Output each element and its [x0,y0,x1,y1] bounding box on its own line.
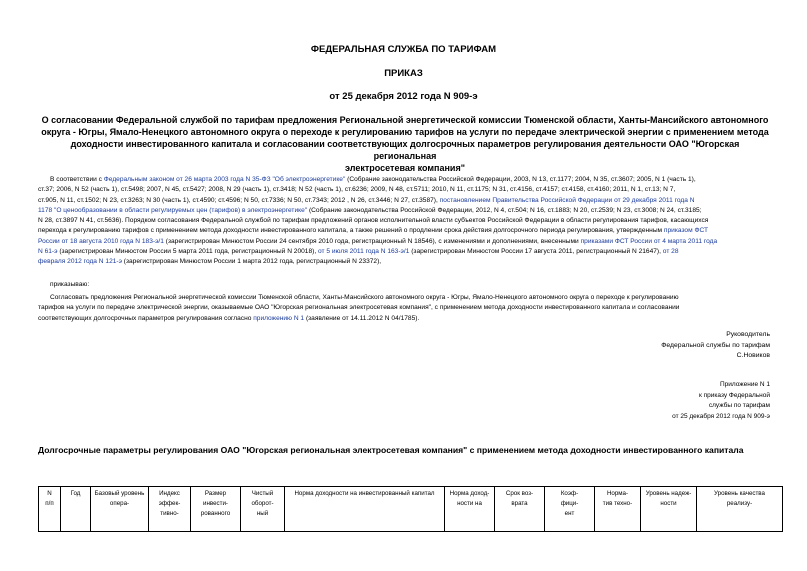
document-link[interactable]: приказами ФСТ России от 4 марта 2011 года [580,237,718,245]
text-line [38,247,770,257]
order-paragraph [38,293,770,324]
column-header-text: опера- [109,500,130,507]
appendix-number: Приложение N 1 [719,381,770,388]
text-run: В соответствии с [50,176,104,183]
text-run: (Собрание законодательства Российской Федерации, 2003, N 13, ст.1177; 2004, N 35, ст.3607; 2005, N 1 (часть 1), [345,176,696,183]
text-run: (зарегистрирован Минюстом России 1 марта 2012 года, регистрационный N 23372), [121,258,382,266]
table-header-row [39,487,783,532]
text-line [38,175,770,185]
text-line [38,185,770,195]
signature-name: С.Новиков [736,352,770,359]
column-header-text: реализу- [726,500,753,507]
column-header-text: ности на [457,500,482,507]
document-link[interactable]: от 28 [662,248,679,256]
text-run: (зарегистрирован Минюстом России 17 августа 2011, регистрационный N 21647), [409,248,663,256]
order-title [40,114,770,174]
document-link[interactable]: Федеральным законом от 26 марта 2003 года N 35-ФЗ "Об электроэнергетике" [103,176,346,183]
text-line [38,226,770,236]
text-run: (зарегистрирован Минюстом России 24 сентября 2010 года, регистрационный N 18546), с изменениями и дополнениями, внесенными [163,237,581,245]
title-line: доходности инвестированного капитала и согласовании соответствующих долгосрочных параметров регулирования деятельности ОАО "Югорская региональная [70,139,740,161]
text-run: тарифов на услуги по передаче электрической энергии, оказываемые ОАО "Югорская региональная электросетевая компания", с применением метода доходности инвестированного капитала и согласовании [38,304,680,312]
document-link[interactable]: постановлением Правительства Российской Федерации от 29 декабря 2011 года N [439,196,695,204]
column-header-text: Индекс [159,490,180,497]
text-line [38,216,770,226]
column-header-text: Срок воз- [505,490,534,497]
appendix-date: от 25 декабря 2012 года N 909-э [672,412,770,420]
appendix-agency: службы по тарифам [708,402,770,409]
table-column-header [495,487,545,532]
text-run: Согласовать предложения Региональной энергетической комиссии Тюменской области, Ханты-Мансийского автономного округа - Югры, Ямало-Ненецкого автономного округа о переходе к регулированию [50,294,679,301]
text-line [38,196,770,206]
text-line [38,237,770,247]
table-column-header [595,487,641,532]
table-column-header [445,487,495,532]
column-header-text: Год [70,490,81,497]
text-run: (заявление от 14.11.2012 N 04/1785). [304,314,420,322]
text-run: ст.37; 2006, N 52 (часть 1), ст.5498; 2007, N 45, ст.5427; 2008, N 29 (часть 1), ст.3418; N 52 (часть 1), ст.6236; 2009, N 48, ст.5711; 2010, N 11, ст.1175; N 31, ст.4156, ст.4157; ст.4158, ст.4160; 2011, N 1, ст.13; N 7, [38,186,676,194]
column-header-text: тив техно- [602,500,633,507]
document-date-number: от 25 декабря 2012 года N 909-э [329,91,478,102]
document-link[interactable]: России от 18 августа 2010 года N 183-э/1 [38,237,164,245]
column-header-text: Коэф- [560,490,579,497]
title-line: О согласовании Федеральной службой по тарифам предложения Региональной энергетической комиссии Тюменской области, Ханты-Мансийского автономного [41,115,769,125]
column-header-text: Чистый [251,490,274,497]
column-header-text: фици- [560,500,579,507]
column-header-text: ный [256,510,269,517]
preamble-paragraph [38,175,770,268]
text-line [38,206,770,216]
column-header-text: ности [660,500,677,507]
column-header-text: Норма доходности на инвестированный капитал [294,490,435,497]
document-link[interactable]: N 61-э [38,248,58,256]
document-link[interactable]: от 5 июля 2011 года N 163-э/1 [317,248,410,256]
signature-block [661,330,770,362]
table-column-header [641,487,697,532]
column-header-text: Размер [204,490,227,497]
text-run: ст.905, N 11, ст.1502; N 23, ст.3263; N 30 (часть 1), ст.4590; ст.4596; N 50, ст.7336; N 50, ст.7343; 2012 , N 26, ст.3446; N 27, ст.3587), [38,196,440,204]
column-header-text: инвести- [203,500,228,507]
column-header-text: п/п [45,500,54,507]
document-type: ПРИКАЗ [384,68,423,79]
table-column-header [191,487,241,532]
column-header-text: Уровень качества [714,490,765,497]
document-link[interactable]: 1178 "О ценообразовании в области регулируемых цен (тарифов) в электроэнергетике" [38,206,308,214]
column-header-text: Норма доход- [449,490,490,497]
table-column-header [61,487,91,532]
column-header-text: врата [511,500,528,507]
agency-name: ФЕДЕРАЛЬНАЯ СЛУЖБА ПО ТАРИФАМ [310,44,497,55]
table-column-header [91,487,149,532]
document-link[interactable]: февраля 2012 года N 121-э [38,258,122,266]
column-header-text: оборот- [251,500,274,507]
column-header-text: Уровень надеж- [645,490,692,497]
column-header-text: тивно- [160,510,179,517]
column-header-text: ент [564,510,575,517]
parameters-table [38,486,783,532]
appendix-reference [672,380,770,422]
orders-label: приказываю: [50,281,90,288]
text-run: соответствующих долгосрочных параметров регулирования согласно [38,314,254,322]
signature-agency: Федеральной службы по тарифам [661,341,770,349]
text-run: (Собрание законодательства Российской Федерации, 2012, N 4, ст.504; N 16, ст.1883; N 20, ст.2539; N 23, ст.3008; N 24, ст.3185; [307,206,702,214]
table-column-header [697,487,783,532]
title-line: электросетевая компания" [345,163,465,173]
table-column-header [241,487,285,532]
text-run: N 28, ст.3897 N 41, ст.5636). Порядком согласования Федеральной службой по тарифам предложений органов исполнительной власти субъектов Российской Федерации в области регулирования тарифов, касающихся [38,217,709,225]
text-run: (зарегистрирован Минюстом России 5 марта 2011 года, регистрационный N 20018), [57,248,318,256]
appendix-to-order: к приказу Федеральной [699,391,770,399]
column-header-text: N [47,490,52,497]
table-column-header [285,487,445,532]
table-column-header [39,487,61,532]
text-line [38,314,770,324]
signature-position: Руководитель [726,331,770,338]
column-header-text: Базовый уровень [94,490,145,497]
document-link[interactable]: приложению N 1 [253,314,305,322]
text-run: перехода к регулированию тарифов с применением метода доходности инвестированного капитала, а также решений о продлении срока действия долгосрочного периода регулирования, утвержденным [38,227,664,235]
column-header-text: рованного [200,510,231,517]
column-header-text: Норма- [606,490,629,497]
table-column-header [149,487,191,532]
document-link[interactable]: приказом ФСТ [663,227,709,235]
column-header-text: эффек- [158,500,181,507]
text-line [38,303,770,313]
text-line [38,257,770,267]
title-line: округа - Югры, Ямало-Ненецкого автономного округа о переходе к регулированию тарифов на услуги по передаче электрической энергии с применением метода [41,127,769,137]
text-line [38,293,770,303]
table-heading: Долгосрочные параметры регулирования ОАО "Югорская региональная электросетевая компания" с применением метода доходности инвестированного капитала [38,445,744,455]
table-column-header [545,487,595,532]
